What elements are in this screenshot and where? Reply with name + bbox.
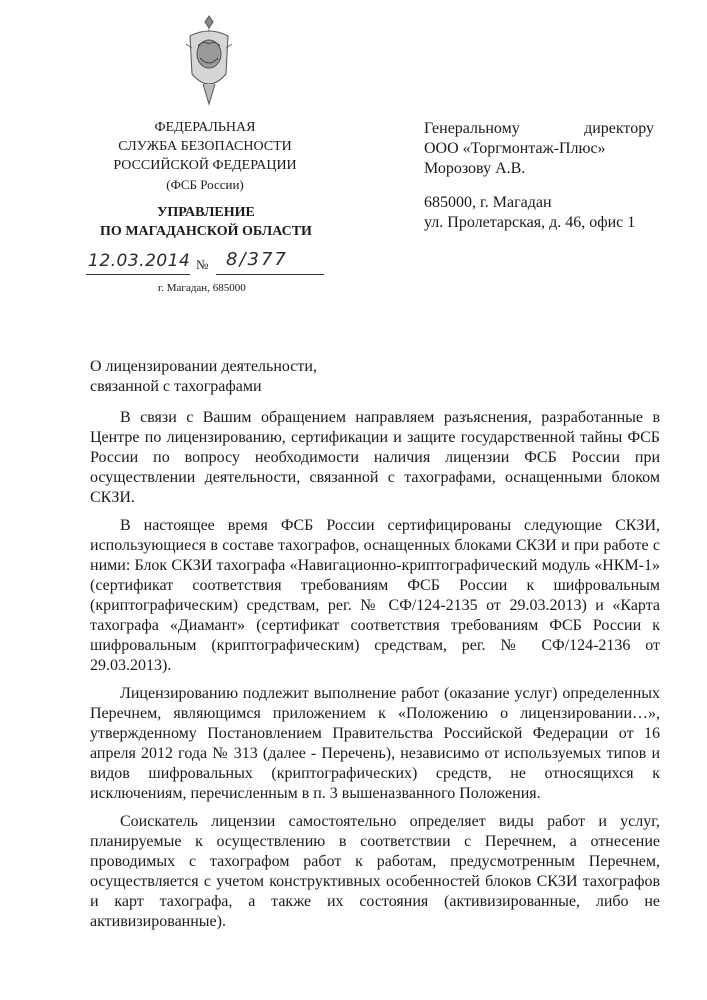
org-line: СЛУЖБА БЕЗОПАСНОСТИ: [118, 139, 292, 154]
registration-number: 8/377: [226, 249, 288, 270]
registration-line: [86, 251, 326, 277]
org-line: РОССИЙСКОЙ ФЕДЕРАЦИИ: [113, 158, 297, 173]
date-underline: [86, 274, 190, 275]
body-paragraph: В связи с Вашим обращением направляем разъяснения, разработанные в Центре по лицензированию, сертификации и защите государственной тайны ФСБ России по вопросу необходимости наличия лицензии ФСБ России при осуществлении деятельности, связанной с тахографами, оснащенными блоком СКЗИ.: [90, 409, 660, 506]
addressee-street: ул. Пролетарская, д. 46, офис 1: [424, 214, 636, 231]
org-short-name: (ФСБ России): [166, 177, 244, 192]
dept-line: ПО МАГАДАНСКОЙ ОБЛАСТИ: [100, 224, 312, 239]
letter-subject: [90, 357, 350, 397]
fsb-emblem: [178, 14, 240, 106]
addressee-position: [424, 119, 654, 139]
subject-line: О лицензировании деятельности,: [90, 358, 317, 375]
organization-name: [92, 118, 318, 194]
addressee-position-b: директору: [584, 120, 654, 137]
registration-date: 12.03.2014: [88, 251, 191, 271]
dept-line: УПРАВЛЕНИЕ: [157, 205, 255, 220]
number-sign: №: [196, 257, 209, 272]
body-paragraph: Соискатель лицензии самостоятельно определяет виды работ и услуг, планируемые к осуществлению в соответствии с Перечнем, а отнесение проводимых с тахографом работ к работам, предусмотренным Перечнем, осуществляется с учетом конструктивных особенностей блоков СКЗИ тахографов и карт тахографа, а также их состояния (активизированные, либо не активизированные).: [90, 813, 660, 930]
addressee-company: ООО «Торгмонтаж-Плюс»: [424, 140, 606, 157]
body-paragraph: В настоящее время ФСБ России сертифицированы следующие СКЗИ, использующиеся в составе тахографов, оснащенных блоками СКЗИ и при работе с ними: Блок СКЗИ тахографа «Навигационно-криптографический модуль «НКМ-1» (сертификат соответствия требованиям ФСБ России к шифровальным (криптографическим) средствам, рег. № СФ/124-2135 от 29.03.2013) и «Карта тахографа «Диамант» (сертификат соответствия требованиям ФСБ России к шифровальным (криптографическим) средствам, рег. № СФ/124-2136 от 29.03.2013).: [90, 517, 660, 674]
subject-line: связанной с тахографами: [90, 378, 262, 395]
addressee-name: Морозову А.В.: [424, 160, 526, 177]
addressee-block: [424, 119, 654, 233]
letter-body: [90, 408, 660, 932]
org-line: ФЕДЕРАЛЬНАЯ: [154, 120, 256, 135]
number-underline: [216, 274, 324, 275]
department-name: [84, 203, 328, 241]
city-postcode: г. Магадан, 685000: [158, 282, 246, 294]
body-paragraph: Лицензированию подлежит выполнение работ (оказание услуг) определенных Перечнем, являющимся приложением к «Положению о лицензировании…», утвержденному Постановлением Правительства Российской Федерации от 16 апреля 2012 года № 313 (далее - Перечень), независимо от используемых типов и видов шифровальных (криптографических) средств, не относящихся к исключениям, перечисленным в п. 3 вышеназванного Положения.: [90, 685, 660, 802]
addressee-position-a: Генеральному: [424, 120, 520, 137]
addressee-city: 685000, г. Магадан: [424, 194, 552, 211]
